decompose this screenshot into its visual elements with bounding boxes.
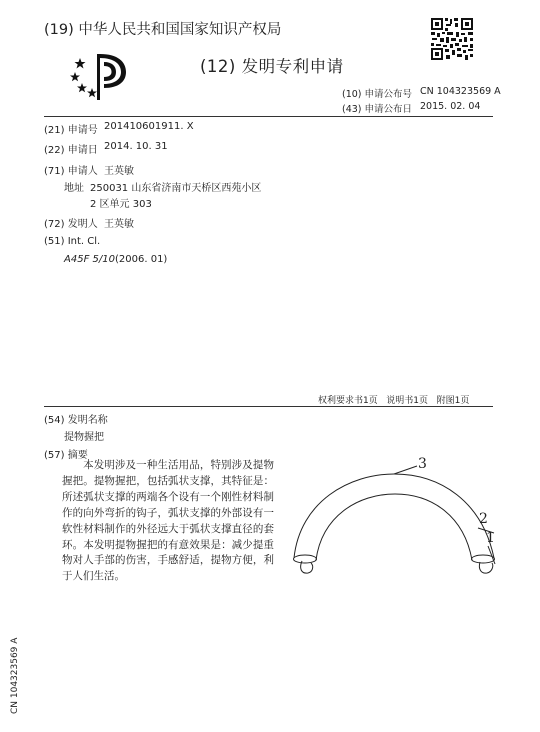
document-type-title: (12) 发明专利申请 bbox=[200, 57, 344, 76]
inventor-name: 王英敏 bbox=[104, 219, 134, 230]
publication-number-label: (10) 申请公布号 bbox=[342, 89, 413, 100]
divider-bottom bbox=[44, 406, 493, 407]
abstract-text bbox=[62, 458, 274, 585]
figure-label-3: 3 bbox=[418, 456, 427, 472]
publication-date: 2015. 02. 04 bbox=[420, 101, 481, 112]
address-label: 地址 bbox=[64, 183, 84, 194]
sleeve-outer-arc bbox=[294, 474, 494, 558]
figure-label-1: 1 bbox=[486, 530, 495, 546]
application-number-label: (21) 申请号 bbox=[44, 125, 98, 136]
right-hook bbox=[479, 562, 492, 573]
right-end-ellipse bbox=[472, 555, 495, 563]
abstract-body: 本发明涉及一种生活用品，特别涉及提物握把。提物握把，包括弧状支撑，其特征是：所述弧状支撑的两端各个设有一个刚性材料制作的向外弯折的钩子，弧状支撑的外部设有一软性材料制作的外径远大于弧状支撑直径的套环。本发明提物握把的有意效果是：减少提重物对人手部的伤害，手感舒适，提物方便，利于人们生活。 bbox=[62, 459, 274, 583]
invention-name-label: (54) 发明名称 bbox=[44, 415, 108, 426]
inventor-label: (72) 发明人 bbox=[44, 219, 98, 230]
application-date-label: (22) 申请日 bbox=[44, 145, 98, 156]
figure-label-2: 2 bbox=[479, 511, 488, 527]
applicant-label: (71) 申请人 bbox=[44, 166, 98, 177]
int-cl-label: (51) Int. Cl. bbox=[44, 236, 101, 247]
address-line-1: 250031 山东省济南市天桥区西苑小区 bbox=[90, 183, 262, 194]
office-name: (19) 中华人民共和国国家知识产权局 bbox=[44, 22, 282, 38]
applicant-name: 王英敏 bbox=[104, 166, 134, 177]
left-end-ellipse bbox=[294, 555, 317, 563]
abstract-label: (57) 摘要 bbox=[44, 450, 88, 461]
leader-line-3 bbox=[394, 466, 417, 474]
sleeve-inner-arc bbox=[316, 494, 472, 560]
cnipa-emblem-icon bbox=[70, 50, 128, 102]
address-line-2: 2 区单元 303 bbox=[90, 199, 152, 210]
qr-code-icon bbox=[430, 17, 474, 61]
invention-name: 提物握把 bbox=[64, 432, 104, 443]
publication-number: CN 104323569 A bbox=[420, 86, 501, 97]
pages-summary: 权利要求书1页 说明书1页 附图1页 bbox=[318, 396, 470, 406]
application-number: 201410601911. X bbox=[104, 121, 194, 132]
publication-date-label: (43) 申请公布日 bbox=[342, 104, 413, 115]
int-cl-year: (2006. 01) bbox=[115, 254, 168, 265]
application-date: 2014. 10. 31 bbox=[104, 141, 168, 152]
side-publication-number: CN 104323569 A bbox=[10, 637, 20, 714]
divider-top bbox=[44, 116, 493, 117]
int-cl-code: A45F 5/10 bbox=[64, 254, 115, 265]
